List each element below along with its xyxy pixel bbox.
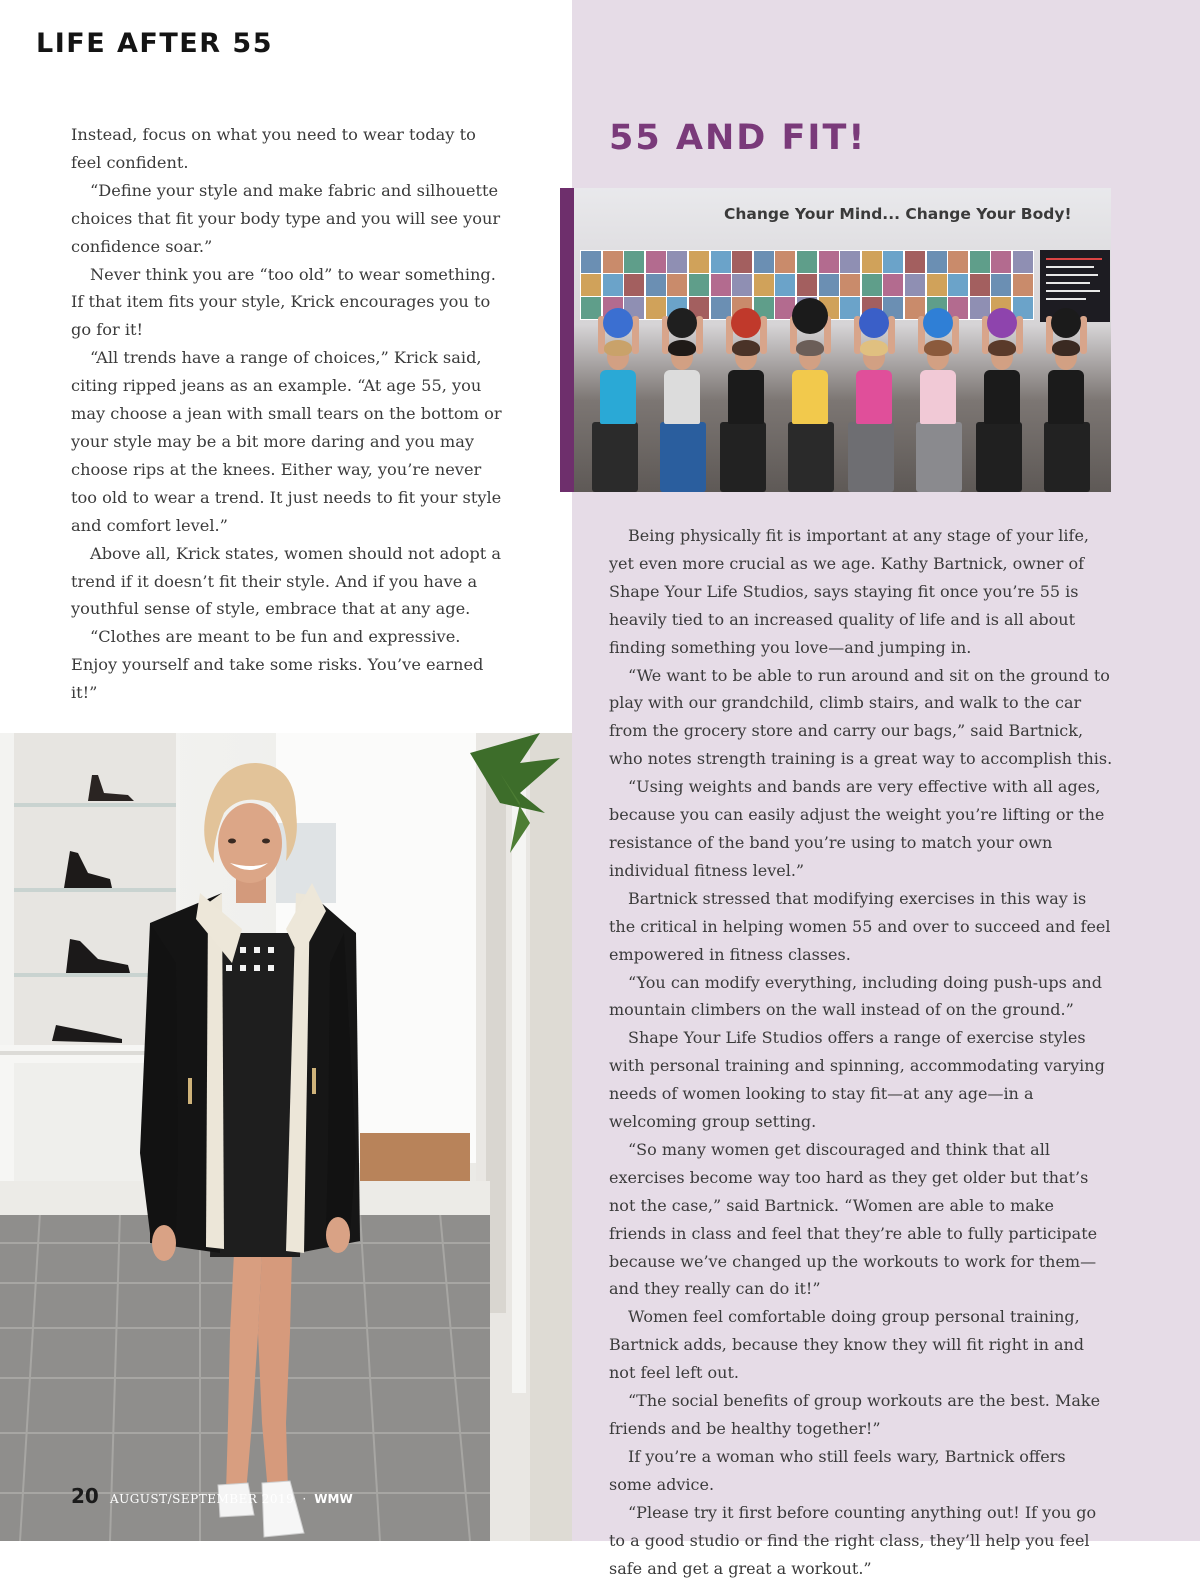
sidebar-paragraph: If you’re a woman who still feels wary, Bartnick offers some advice. [609, 1446, 1066, 1494]
sidebar-paragraph: “You can modify everything, including doing push-ups and mountain climbers on the wall instead of on the ground.” [609, 972, 1102, 1020]
page-number: 20 [71, 1484, 99, 1508]
sidebar-article [609, 522, 1113, 1582]
sidebar-paragraph: Shape Your Life Studios offers a range of exercise styles with personal training and spinning, accommodating varying needs of women looking to stay fit—at any age—in a welcoming group setting. [609, 1028, 1105, 1132]
page-footer [71, 1484, 353, 1508]
main-article [71, 121, 503, 707]
article-paragraph: Instead, focus on what you need to wear today to feel confident. [71, 125, 476, 172]
article-paragraph: “Define your style and make fabric and silhouette choices that fit your body type and you will see your confidence soar.” [71, 180, 501, 256]
wall-slogan: Change Your Mind... Change Your Body! [724, 205, 1072, 223]
sidebar-paragraph: “The social benefits of group workouts are the best. Make friends and be healthy together!” [609, 1391, 1101, 1438]
issue-date: AUGUST/SEPTEMBER 2019 [109, 1492, 295, 1506]
sidebar-paragraph: “Using weights and bands are very effective with all ages, because you can easily adjust the weight you’re lifting or the resistance of the band you’re using to match your own individual fitness level.” [609, 777, 1105, 880]
sidebar-paragraph: “We want to be able to run around and sit on the ground to play with our grandchild, climb stairs, and walk to the car from the grocery store and carry our bags,” said Bartnick, who notes strength training is a great way to accomplish this. [609, 665, 1113, 769]
magazine-name: WMW [314, 1492, 353, 1506]
sidebar-paragraph: “Please try it first before counting anything out! If you go to a good studio or find the right class, they’ll help you feel safe and get a great a workout.” [609, 1502, 1097, 1578]
fitness-class-photo [574, 188, 1111, 492]
sidebar-title: 55 AND FIT! [609, 118, 867, 158]
model-photo [0, 733, 572, 1541]
article-paragraph: Above all, Krick states, women should not adopt a trend if it doesn’t fit their style. And if you have a youthful sense of style, embrace that at any age. [71, 543, 502, 619]
photo-accent-bar [560, 188, 574, 492]
sidebar-paragraph: “So many women get discouraged and think that all exercises become way too hard as they get older but that’s not the case,” said Bartnick. “Women are able to make friends in class and feel that they’re able to fully participate because we’ve changed up the workouts to work for them—and they really can do it!” [609, 1139, 1098, 1299]
sidebar-paragraph: Women feel comfortable doing group personal training, Bartnick adds, because they know they will fit right in and not feel left out. [609, 1307, 1085, 1383]
sidebar-paragraph: Being physically fit is important at any stage of your life, yet even more crucial as we age. Kathy Bartnick, owner of Shape Your Life Studios, says staying fit once you’re 55 is heavily tied to an increased quality of life and is all about finding something you love—and jumping in. [609, 526, 1090, 657]
footer-separator: · [302, 1492, 307, 1506]
sidebar-paragraph: Bartnick stressed that modifying exercises in this way is the critical in helping women 55 and over to succeed and feel empowered in fitness classes. [609, 888, 1111, 964]
section-header: LIFE AFTER 55 [36, 28, 274, 59]
article-paragraph: “Clothes are meant to be fun and expressive. Enjoy yourself and take some risks. You’ve earned it!” [71, 627, 484, 703]
article-paragraph: “All trends have a range of choices,” Krick said, citing ripped jeans as an example. “At age 55, you may choose a jean with small tears on the bottom or your style may be a bit more daring and you may choose rips at the knees. Either way, you’re never too old to wear a trend. It just needs to fit your style and comfort level.” [71, 348, 502, 535]
article-paragraph: Never think you are “too old” to wear something. If that item fits your style, Krick encourages you to go for it! [71, 264, 496, 340]
